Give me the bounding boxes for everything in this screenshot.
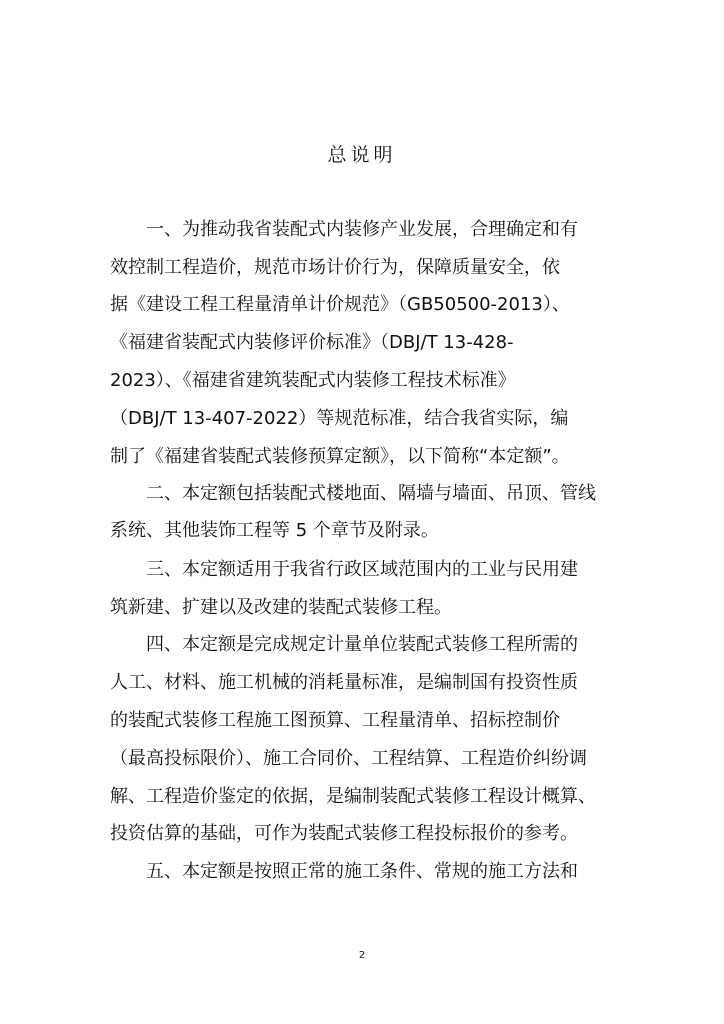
text-line-2: 效控制工程造价，规范市场计价行为，保障质量安全，依 xyxy=(110,257,560,278)
text-line-7: 制了《福建省装配式装修预算定额》，以下简称“本定额”。 xyxy=(110,446,570,467)
text-line-13: 人工、材料、施工机械的消耗量标准，是编制国有投资性质 xyxy=(110,672,578,693)
text-line-11: 筑新建、扩建以及改建的装配式装修工程。 xyxy=(110,597,452,618)
page-title: 总说明 xyxy=(327,144,397,166)
text-line-9: 系统、其他装饰工程等 5 个章节及附录。 xyxy=(110,520,439,541)
text-line-18: 五、本定额是按照正常的施工条件、常规的施工方法和 xyxy=(110,861,578,882)
text-line-17: 投资估算的基础，可作为装配式装修工程投标报价的参考。 xyxy=(110,823,578,844)
text-line-8: 二、本定额包括装配式楼地面、隔墙与墙面、吊顶、管线 xyxy=(110,483,596,504)
text-line-10: 三、本定额适用于我省行政区域范围内的工业与民用建 xyxy=(110,559,578,580)
text-line-12: 四、本定额是完成规定计量单位装配式装修工程所需的 xyxy=(110,634,578,655)
text-line-14: 的装配式装修工程施工图预算、工程量清单、招标控制价 xyxy=(110,710,560,731)
text-line-3: 据《建设工程工程量清单计价规范》（GB50500-2013）、 xyxy=(110,294,570,315)
text-line-1: 一、为推动我省装配式内装修产业发展，合理确定和有 xyxy=(110,219,578,240)
text-line-5: 2023）、《福建省建筑装配式内装修工程技术标准》 xyxy=(110,370,516,391)
text-line-6: （DBJ/T 13-407-2022）等规范标准，结合我省实际，编 xyxy=(110,408,569,429)
text-line-15: （最高投标限价）、施工合同价、工程结算、工程造价纠纷调 xyxy=(110,748,587,769)
page-number: 2 xyxy=(358,950,366,961)
text-line-16: 解、工程造价鉴定的依据，是编制装配式装修工程设计概算、 xyxy=(110,786,596,807)
text-line-4: 《福建省装配式内装修评价标准》（DBJ/T 13-428- xyxy=(110,332,514,353)
